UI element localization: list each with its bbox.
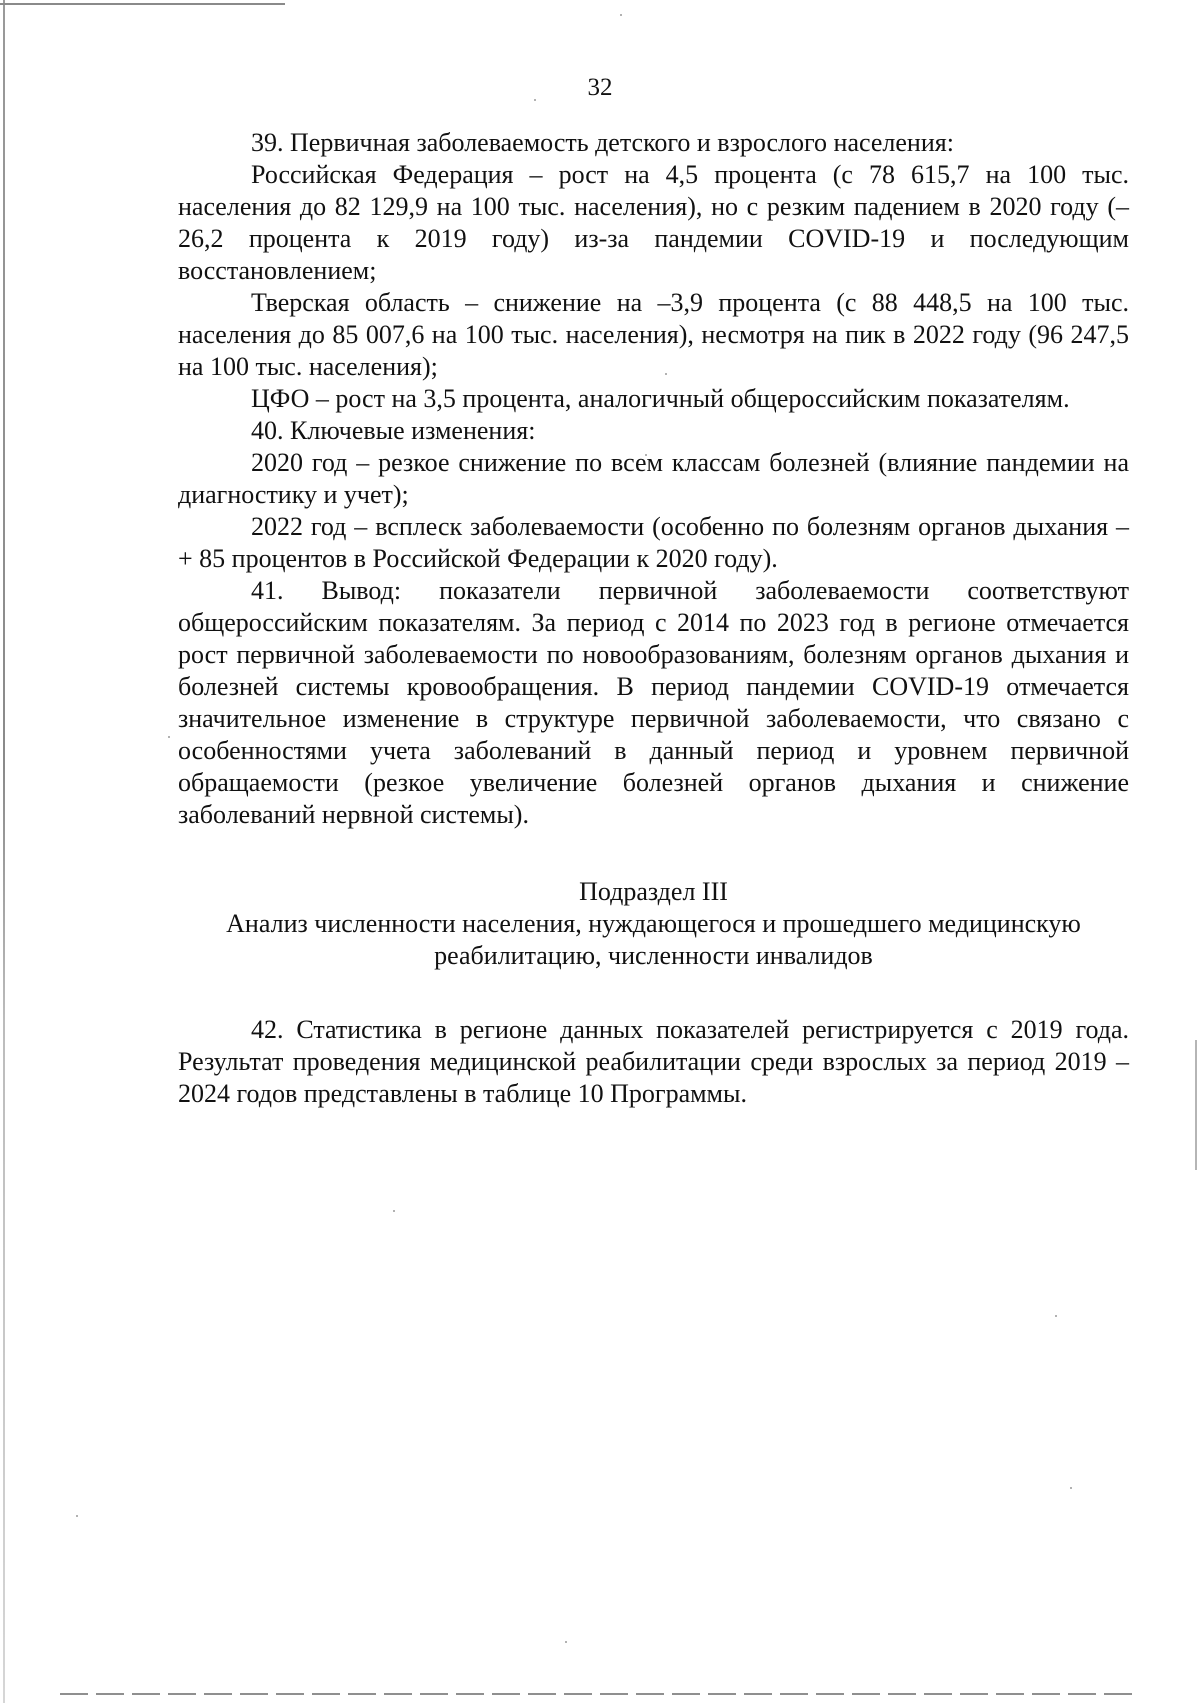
scan-speck [393,1210,395,1212]
scan-edge-right [1195,1040,1197,1170]
section-heading [178,876,1129,972]
paragraph-2020-change: 2020 год – резкое снижение по всем классам болезней (влияние пандемии на диагностику и учет); [178,448,1129,509]
scan-speck [168,736,170,738]
scan-speck [1070,1487,1072,1489]
paragraph-2022-change: 2022 год – всплеск заболеваемости (особенно по болезням органов дыхания – + 85 процентов в Российской Федерации к 2020 году). [178,512,1129,573]
scan-speck [1055,1315,1057,1317]
document-body [178,127,1129,1110]
paragraph-40-heading: 40. Ключевые изменения: [251,416,536,445]
paragraph-tver-region: Тверская область – снижение на –3,9 процента (с 88 448,5 на 100 тыс. населения до 85 007,6 на 100 тыс. населения), несмотря на пик в 2022 году (96 247,5 на 100 тыс. населения); [178,288,1129,381]
page-number: 32 [587,74,613,101]
paragraph-42-statistics: 42. Статистика в регионе данных показателей регистрируется с 2019 года. Результат проведения медицинской реабилитации среди взрослых за период 2019 – 2024 годов представлены в таблице 10 Программы. [178,1015,1129,1108]
scan-speck [76,1515,78,1517]
paragraph-41-conclusion: 41. Вывод: показатели первичной заболеваемости соответствуют общероссийским показателям. За период с 2014 по 2023 год в регионе отмечается рост первичной заболеваемости по новообразованиям, болезням органов дыхания и болезней системы кровообращения. В период пандемии COVID-19 отмечается значительное изменение в структуре первичной заболеваемости, что связано с особенностями учета заболеваний в данный период и уровнем первичной обращаемости (резкое увеличение болезней органов дыхания и снижение заболеваний нервной системы). [178,576,1129,829]
scan-edge-top [0,3,285,5]
scan-edge-bottom [60,1693,1140,1695]
paragraph-cfo: ЦФО – рост на 3,5 процента, аналогичный общероссийским показателям. [251,384,1070,413]
section-subtitle-line-2: реабилитацию, численности инвалидов [434,941,873,970]
scan-edge-left [3,0,5,1703]
paragraph-russia: Российская Федерация – рост на 4,5 процента (с 78 615,7 на 100 тыс. населения до 82 129,9 на 100 тыс. населения), но с резким падением в 2020 году (– 26,2 процента к 2019 году) из-за пандемии COVID-19 и последующим восстановлением; [178,160,1129,285]
section-subtitle-line-1: Анализ численности населения, нуждающегося и прошедшего медицинскую [226,909,1081,938]
scan-speck [565,1641,567,1643]
section-title: Подраздел III [579,877,728,906]
paragraph-39-heading: 39. Первичная заболеваемость детского и взрослого населения: [251,128,954,157]
scan-speck [620,14,622,16]
